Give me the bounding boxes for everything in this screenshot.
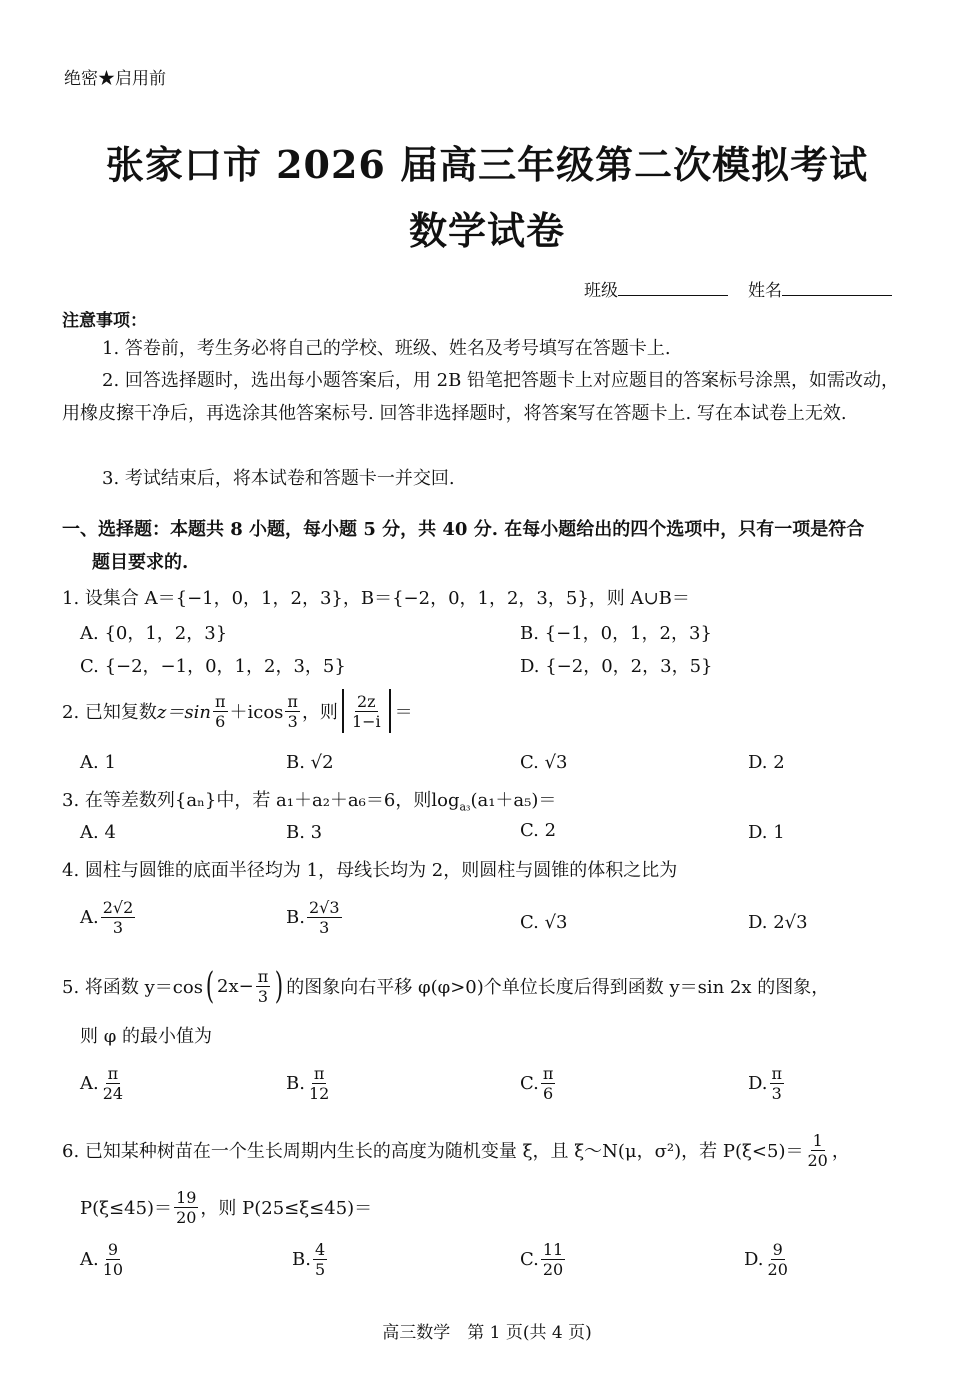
q5-rest: 的图象向右平移 φ(φ>0)个单位长度后得到函数 y＝sin 2x 的图象， [286,977,830,998]
q3-option-a: A. 4 [80,822,116,843]
question-6-line2 [80,1184,372,1230]
class-blank [618,281,728,296]
q2-frac-den-3: 1−i [351,711,381,731]
notice-item-1: 1. 答卷前，考生务必将自己的学校、班级、姓名及考号填写在答题卡上. [102,338,671,359]
q4-option-a [80,898,137,937]
q5-b-den: 12 [308,1084,330,1103]
q5-d-den: 3 [771,1084,782,1103]
q6-d-den: 20 [767,1260,788,1279]
q6-option-d [744,1240,792,1279]
q6-c-den: 20 [542,1260,564,1279]
q5-d-num: π [771,1064,783,1083]
q6-n1: 1 [812,1130,823,1150]
q6-d-label: D. [744,1249,764,1270]
q5-a-label: A. [80,1073,99,1094]
name-label: 姓名 [748,281,782,301]
question-5-stem [62,962,829,1010]
q2-frac-den: 6 [215,711,226,731]
question-1-stem: 1. 设集合 A＝{−1，0，1，2，3}，B＝{−2，0，1，2，3，5}，则 A∪B＝ [62,588,690,609]
q5-b-label: B. [286,1073,305,1094]
q6-stem-text: 6. 已知某种树苗在一个生长周期内生长的高度为随机变量 ξ，且 ξ～N(μ，σ²)，若 P(ξ<5)＝ [62,1141,804,1162]
q6-d2: 20 [176,1207,197,1227]
q4-option-d: D. 2√3 [748,912,808,933]
q6-line2-b: ，则 P(25≤ξ≤45)＝ [200,1198,373,1219]
q6-b-den: 5 [314,1260,326,1279]
q2-abs-left [342,689,344,733]
q2-frac-pi-3 [285,692,300,731]
notice-item-3: 3. 考试结束后，将本试卷和答题卡一并交回. [102,468,455,489]
q2-frac-den-2: 3 [287,711,298,731]
exam-subtitle: 数学试卷 [408,208,565,253]
q5-b-frac [307,1064,331,1103]
q4-option-b [286,898,344,937]
q6-c-num: 11 [542,1240,564,1259]
q1-option-b: B. {−1，0，1，2，3} [520,623,712,644]
q5-a-den: 24 [102,1084,124,1103]
q4-b-num: 2√3 [308,898,340,917]
q5-den: 3 [257,986,269,1006]
q3-option-b: B. 3 [286,822,323,843]
q4-a-den: 3 [112,918,124,937]
name-field [748,276,892,301]
q1-option-c: C. {−2，−1，0，1，2，3，5} [80,656,346,677]
q2-frac-pi-6 [213,692,228,731]
q4-a-label: A. [80,907,99,928]
q2-frac-num-3: 2z [356,691,376,711]
q4-a-frac [101,898,136,937]
question-6-stem [62,1126,850,1174]
q2-eq: ＝ [394,702,413,723]
q3-stem-text: 3. 在等差数列{aₙ}中，若 a₁＋a₂＋a₆＝6，则 [62,790,432,811]
q4-a-num: 2√2 [102,898,134,917]
question-3-stem [62,786,556,814]
q5-frac [256,967,271,1006]
q2-frac-num-2: π [287,691,298,711]
q2-option-b: B. √2 [286,752,334,773]
q2-option-a: A. 1 [80,752,116,773]
q5-c-frac [541,1064,556,1103]
q6-option-b [292,1240,329,1279]
q6-comma: ， [831,1141,850,1162]
notice-item-2: 2. 回答选择题时，选出每小题答案后，用 2B 铅笔把答题卡上对应题目的答案标号涂黑，如需改动，用橡皮擦干净后，再选涂其他答案标号. 回答非选择题时，将答案写在答题卡上. 写在本试卷上无效. [62,370,900,424]
q6-option-c [520,1240,567,1279]
q6-b-frac [313,1240,327,1279]
q5-option-d [748,1064,786,1103]
q5-b-num: π [313,1064,325,1083]
q6-option-a [80,1240,127,1279]
q6-a-num: 9 [107,1240,118,1259]
q4-b-frac [307,898,342,937]
q3-option-c: C. 2 [520,820,557,841]
question-2-stem [62,688,413,734]
q6-frac-1 [806,1131,830,1170]
q3-tail: (a₁＋a₅)＝ [470,790,557,811]
question-5-line2: 则 φ 的最小值为 [80,1026,213,1047]
q5-d-label: D. [748,1073,768,1094]
secret-label: 绝密★启用前 [64,69,166,89]
q6-line2-a: P(ξ≤45)＝ [80,1198,173,1219]
q5-paren-right: ) [275,965,284,1007]
q4-b-den: 3 [319,918,330,937]
q4-b-label: B. [286,907,305,928]
q2-icos: ＋icos [229,702,284,723]
q6-d-frac [766,1240,790,1279]
q3-option-d: D. 1 [748,822,785,843]
q5-prefix: 5. 将函数 y＝cos [62,977,203,998]
q5-c-num: π [542,1064,554,1083]
class-field [584,276,728,301]
q2-option-d: D. 2 [748,752,785,773]
q2-then: ，则 [301,702,338,723]
q1-option-d: D. {−2，0，2，3，5} [520,656,713,677]
q5-inner: 2x− [217,975,254,997]
q5-a-frac [101,1064,125,1103]
q6-a-frac [101,1240,125,1279]
q2-prefix: 2. 已知复数 [62,702,157,723]
q1-option-a: A. {0，1，2，3} [80,623,228,644]
q6-a-den: 10 [102,1260,124,1279]
q3-log: log [431,790,460,811]
q2-z-eq: z＝sin [156,702,211,723]
q6-d-num: 9 [772,1240,783,1259]
q6-b-num: 4 [314,1240,326,1259]
q6-c-frac [541,1240,565,1279]
q5-option-b [286,1064,333,1103]
question-4-stem: 4. 圆柱与圆锥的底面半径均为 1，母线长均为 2，则圆柱与圆锥的体积之比为 [62,860,678,881]
q6-a-label: A. [80,1249,99,1270]
class-label: 班级 [584,281,618,301]
q6-b-label: B. [292,1249,311,1270]
q6-c-label: C. [520,1249,539,1270]
q5-num: π [257,966,269,986]
name-blank [782,281,892,296]
q5-option-a [80,1064,127,1103]
section-heading-cont: 题目要求的. [92,552,189,573]
q5-c-den: 6 [543,1084,554,1103]
page-footer: 高三数学 第 1 页(共 4 页) [382,1323,592,1343]
q6-n2: 19 [176,1187,197,1207]
exam-title: 张家口市 2026 届高三年级第二次模拟考试 [105,142,869,187]
q5-a-num: π [107,1064,119,1083]
q6-d1: 20 [807,1150,828,1170]
q2-abs-right [389,689,391,733]
section-heading: 一、选择题：本题共 8 小题，每小题 5 分，共 40 分. 在每小题给出的四个选项中，只有一项是符合 [62,519,865,540]
notice-heading: 注意事项： [62,311,147,331]
q2-frac-num: π [214,691,226,711]
q2-frac-2z [350,692,383,731]
q6-frac-2 [174,1188,198,1227]
q5-c-label: C. [520,1073,539,1094]
q4-option-c: C. √3 [520,912,568,933]
q3-log-base: a₃ [459,800,471,814]
q2-option-c: C. √3 [520,752,568,773]
q5-paren-left: ( [205,965,215,1007]
q5-option-c [520,1064,557,1103]
q5-d-frac [770,1064,785,1103]
